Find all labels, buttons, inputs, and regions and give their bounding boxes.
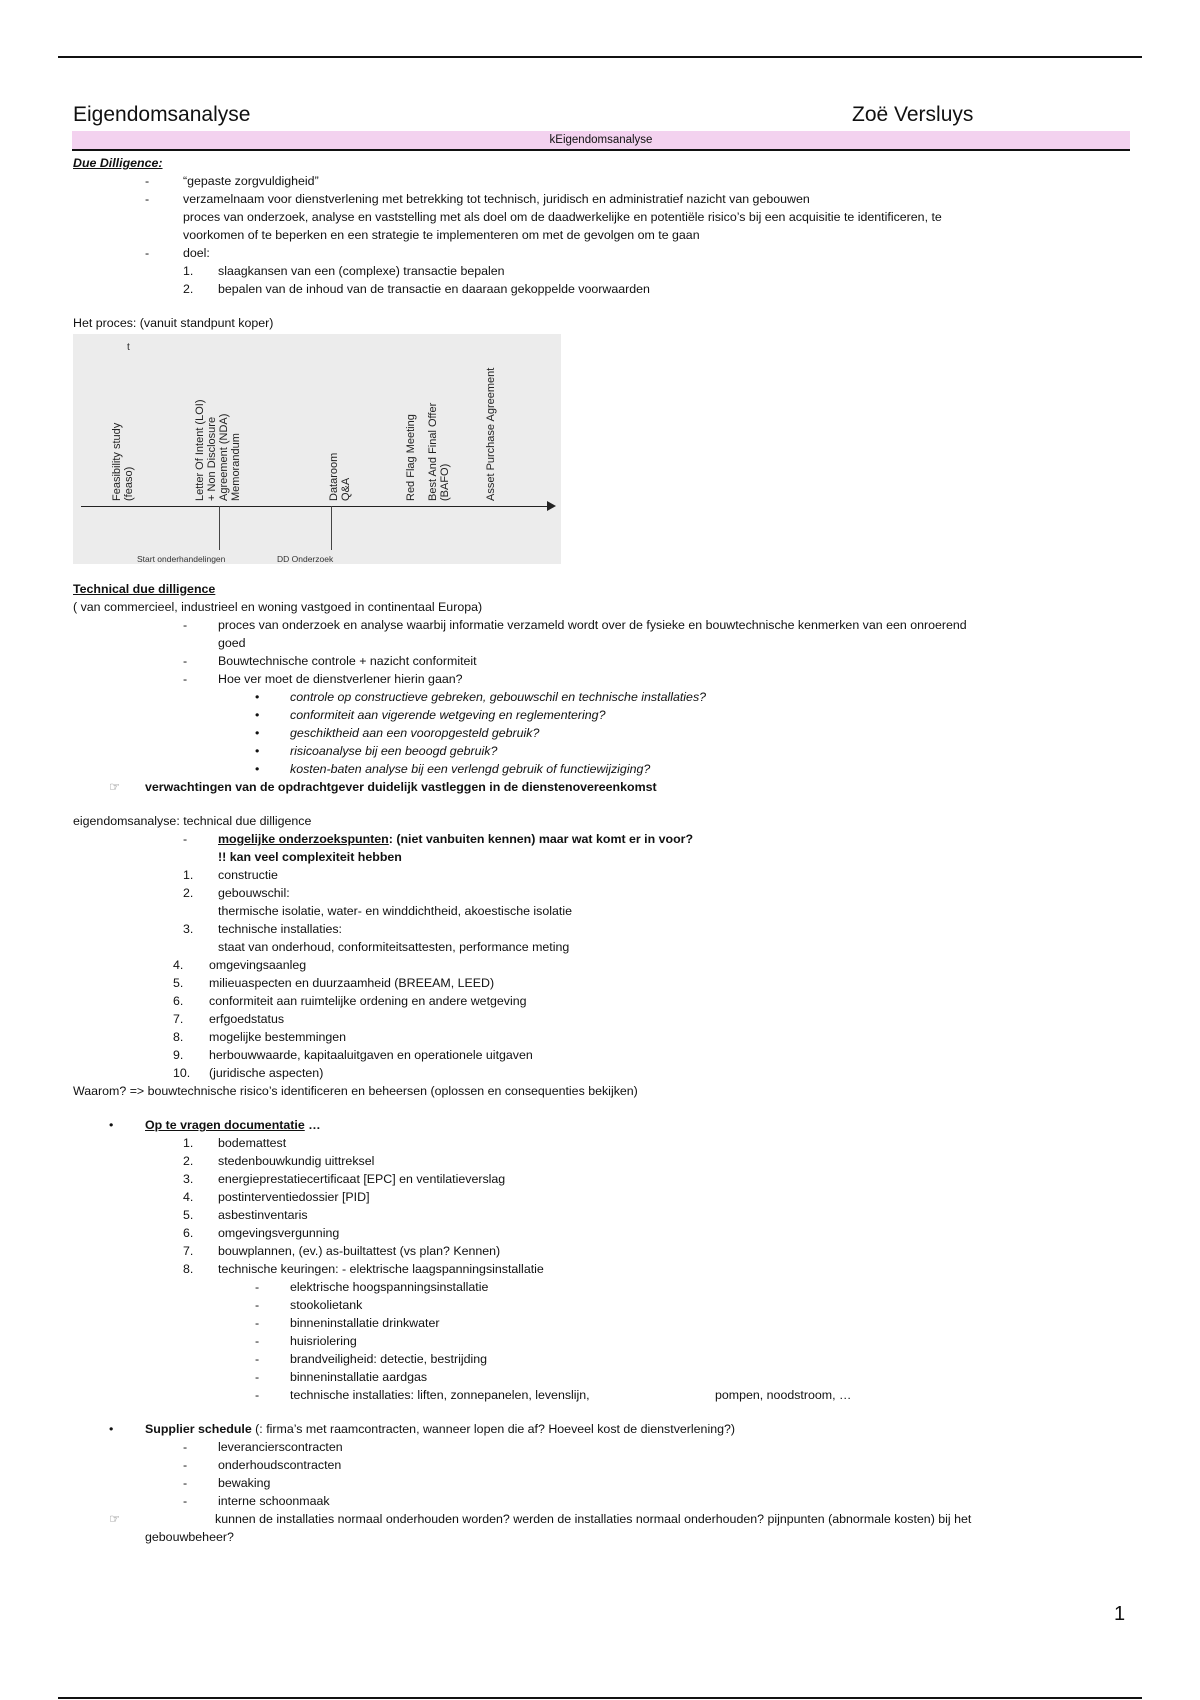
tdd-point: goed bbox=[218, 636, 246, 650]
supplier-heading: Supplier schedule bbox=[145, 1422, 252, 1436]
tdd-point: Hoe ver moet de dienstverlener hierin gaan? bbox=[218, 672, 463, 686]
ea-heading-underlined: mogelijke onderzoekspunten bbox=[218, 832, 389, 846]
tdd-note: verwachtingen van de opdrachtgever duidelijk vastleggen in de dienstenovereenkomst bbox=[145, 780, 657, 794]
ea-heading-rest: : (niet vanbuiten kennen) maar wat komt er in voor? bbox=[388, 832, 694, 846]
doc-item: bodemattest bbox=[218, 1136, 287, 1150]
document-title: Eigendomsanalyse bbox=[73, 103, 251, 126]
doc-subitem: elektrische hoogspanningsinstallatie bbox=[290, 1280, 489, 1294]
process-label: Het proces: (vanuit standpunt koper) bbox=[73, 316, 274, 330]
ea-item: gebouwschil: bbox=[218, 886, 290, 900]
doc-item: asbestinventaris bbox=[218, 1208, 308, 1222]
quote-text: “gepaste zorgvuldigheid” bbox=[183, 174, 319, 188]
ea-warning: !! kan veel complexiteit hebben bbox=[218, 850, 402, 864]
timeline-tick bbox=[331, 506, 332, 550]
doc-heading: Op te vragen documentatie bbox=[145, 1118, 305, 1132]
supplier-item: interne schoonmaak bbox=[218, 1494, 330, 1508]
ea-item-detail: thermische isolatie, water- en winddichtheid, akoestische isolatie bbox=[218, 904, 572, 918]
bottom-rule bbox=[58, 1697, 1142, 1699]
definition-line-3: voorkomen of te beperken en een strategie te implementeren om met de gevolgen om te gaan bbox=[183, 228, 700, 242]
phase-label: Feasibility study (feaso) bbox=[111, 422, 135, 501]
doc-item: technische keuringen: - elektrische laagspanningsinstallatie bbox=[218, 1262, 544, 1276]
ea-item-detail: staat van onderhoud, conformiteitsattesten, performance meting bbox=[218, 940, 570, 954]
supplier-item: bewaking bbox=[218, 1476, 271, 1490]
goal-label: doel: bbox=[183, 246, 210, 260]
question-item: risicoanalyse bij een beoogd gebruik? bbox=[290, 744, 498, 758]
top-rule bbox=[58, 56, 1142, 58]
phase-label: Letter Of Intent (LOI) + Non Disclosure Agreement (NDA) Memorandum bbox=[194, 399, 242, 501]
author-name: Zoë Versluys bbox=[852, 103, 974, 126]
ea-why: Waarom? => bouwtechnische risico’s identificeren en beheersen (oplossen en consequenties bekijken) bbox=[73, 1084, 638, 1098]
ea-item: constructie bbox=[218, 868, 278, 882]
timeline-caption: Start onderhandelingen bbox=[137, 554, 226, 564]
timeline-arrow bbox=[547, 501, 556, 511]
definition-line-2: proces van onderzoek, analyse en vaststelling met als doel om de daadwerkelijke en potentiële risico’s bij een acquisitie te identificeren, te bbox=[183, 210, 942, 224]
ea-item: milieuaspecten en duurzaamheid (BREEAM, LEED) bbox=[209, 976, 495, 990]
question-item: conformiteit aan vigerende wetgeving en reglementering? bbox=[290, 708, 606, 722]
doc-subitem: binneninstallatie aardgas bbox=[290, 1370, 428, 1384]
goal-item-1: slaagkansen van een (complexe) transactie bepalen bbox=[218, 264, 505, 278]
process-timeline-figure bbox=[73, 334, 561, 564]
question-item: kosten-baten analyse bij een verlengd gebruik of functiewijziging? bbox=[290, 762, 651, 776]
scope-text: ( van commercieel, industrieel en woning vastgoed in continentaal Europa) bbox=[73, 600, 483, 614]
doc-subitem-tail: pompen, noodstroom, … bbox=[715, 1388, 852, 1402]
header-band: kEigendomsanalyse bbox=[72, 131, 1130, 151]
doc-item: omgevingsvergunning bbox=[218, 1226, 340, 1240]
phase-label: Dataroom Q&A bbox=[328, 452, 352, 501]
supplier-heading-rest: (: firma’s met raamcontracten, wanneer lopen die af? Hoeveel kost de dienstverlening?) bbox=[251, 1422, 735, 1436]
page-number: 1 bbox=[1114, 1603, 1126, 1625]
doc-subitem: binneninstallatie drinkwater bbox=[290, 1316, 440, 1330]
doc-item: stedenbouwkundig uittreksel bbox=[218, 1154, 375, 1168]
question-item: controle op constructieve gebreken, gebouwschil en technische installaties? bbox=[290, 690, 707, 704]
doc-subitem: brandveiligheid: detectie, bestrijding bbox=[290, 1352, 487, 1366]
timeline-tick bbox=[219, 506, 220, 550]
supplier-note-line-1: kunnen de installaties normaal onderhouden worden? werden de installaties normaal onderhouden? pijnpunten (abnormale kosten) bij het bbox=[215, 1512, 972, 1526]
phase-label: Red Flag Meeting bbox=[405, 414, 417, 501]
pointing-hand-icon: ☞ bbox=[109, 780, 121, 794]
tdd-point: Bouwtechnische controle + nazicht conformiteit bbox=[218, 654, 477, 668]
ea-item: herbouwwaarde, kapitaaluitgaven en operationele uitgaven bbox=[209, 1048, 533, 1062]
definition-line-1: verzamelnaam voor dienstverlening met betrekking tot technisch, juridisch en administratief nazicht van gebouwen bbox=[183, 192, 810, 206]
doc-item: postinterventiedossier [PID] bbox=[218, 1190, 370, 1204]
page-content: Due Dilligence: - “gepaste zorgvuldigheid” - verzamelnaam voor dienstverlening met betrekking tot technisch, juridisch en administratief nazicht van gebouwen proces van onderzoek, analyse en vaststelling met als doel om de daadwerkelijke en potentiële risico’s bij een acquisitie te identificeren, te voorkomen of te beperken en een strategie te implementeren om met de gevolgen om te gaan - doel: 1. slaagkansen van een (complexe) transactie bepalen 2. bepalen van de inhoud van de transactie en daaraan gekoppelde voorwaarden Het proces: (vanuit standpunt koper) t Feasibility study (feaso) Letter Of Intent (LOI) + Non Disclosure Agreement (NDA) Memorandum Dataroom Q&A Red Flag Meeting Best And Final Offer (BAFO) Asset Purchase Agreement Start onderhandelingen DD Onderzoek Technical due dilligence ( van commercieel, industrieel en woning vastgoed in continentaal Europa) - proces van onderzoek en analyse waarbij informatie verzameld wordt over de fysieke en bouwtechnische kenmerken van een onroerend goed - Bouwtechnische controle + nazicht conformiteit - Hoe ver moet de dienstverlener hierin gaan? • controle op constructieve gebreken, gebouwschil en technische installaties? • conformiteit aan vigerende wetgeving en reglementering? • geschiktheid aan een vooropgesteld gebruik? • risicoanalyse bij een beoogd gebruik? • kosten-baten analyse bij een verlengd gebruik of functiewijziging? ☞ verwachtingen van de opdrachtgever duidelijk vastleggen in de dienstenovereenkomst eigendomsanalyse: technical due dilligence - mogelijke onderzoekspunten: (niet vanbuiten kennen) maar wat komt er in voor? !! kan veel complexiteit hebben 1. constructie 2. gebouwschil: thermische isolatie, water- en winddichtheid, akoestische isolatie 3. technische installaties: staat van onderhoud, conformiteitsattesten, performance meting 4. omgevingsaanleg 5. milieuaspecten en duurzaamheid (BREEAM, LEED) 6. conformiteit aan ruimtelijke ordening en andere wetgeving 7. erfgoedstatus 8. mogelijke bestemmingen 9. herbouwwaarde, kapitaaluitgaven en operationele uitgaven 10. (juridische aspecten) Waarom? => bouwtechnische risico’s identificeren en beheersen (oplossen en consequenties bekijken) • Op te vragen documentatie … 1. bodemattest 2. stedenbouwkundig uittreksel 3. energieprestatiecertificaat [EPC] en ventilatieverslag 4. postinterventiedossier [PID] 5. asbestinventaris 6. omgevingsvergunning 7. bouwplannen, (ev.) as-builtattest (vs plan? Kennen) 8. technische keuringen: - elektrische laagspanningsinstallatie - elektrische hoogspanningsinstallatie - stookolietank - binneninstallatie drinkwater - huisriolering - brandveiligheid: detectie, bestrijding - binneninstallatie aardgas - technische installaties: liften, zonnepanelen, levenslijn, pompen, noodstroom, … • Supplier schedule (: firma’s met raamcontracten, wanneer lopen die af? Hoeveel kost de dienstverlening?) - leverancierscontracten - onderhoudscontracten - bewaking - interne schoonmaak ☞ kunnen de installaties normaal onderhouden worden? werden de installaties normaal onderhouden? pijnpunten (abnormale kosten) bij het gebouwbeheer? bbox=[73, 156, 972, 1544]
supplier-note-line-2: gebouwbeheer? bbox=[145, 1530, 234, 1544]
axis-t-label: t bbox=[127, 342, 130, 353]
doc-item: energieprestatiecertificaat [EPC] en ventilatieverslag bbox=[218, 1172, 506, 1186]
timeline-axis bbox=[81, 506, 553, 507]
section-heading-due-diligence: Due Dilligence: bbox=[73, 156, 163, 170]
section-heading-technical: Technical due dilligence bbox=[73, 582, 216, 596]
doc-subitem: technische installaties: liften, zonnepanelen, levenslijn, bbox=[290, 1388, 590, 1402]
doc-subitem: stookolietank bbox=[290, 1298, 363, 1312]
ea-item: (juridische aspecten) bbox=[209, 1066, 324, 1080]
phase-label: Asset Purchase Agreement bbox=[485, 367, 497, 501]
supplier-item: onderhoudscontracten bbox=[218, 1458, 342, 1472]
doc-item: bouwplannen, (ev.) as-builtattest (vs plan? Kennen) bbox=[218, 1244, 501, 1258]
doc-subitem: huisriolering bbox=[290, 1334, 357, 1348]
phase-label: Best And Final Offer (BAFO) bbox=[427, 402, 451, 501]
ea-item: omgevingsaanleg bbox=[209, 958, 307, 972]
ea-item: conformiteit aan ruimtelijke ordening en andere wetgeving bbox=[209, 994, 527, 1008]
timeline-caption: DD Onderzoek bbox=[277, 554, 334, 564]
supplier-item: leverancierscontracten bbox=[218, 1440, 343, 1454]
goal-item-2: bepalen van de inhoud van de transactie en daaraan gekoppelde voorwaarden bbox=[218, 282, 650, 296]
tdd-point: proces van onderzoek en analyse waarbij informatie verzameld wordt over de fysieke en bouwtechnische kenmerken van een onroerend bbox=[218, 618, 967, 632]
question-item: geschiktheid aan een vooropgesteld gebruik? bbox=[290, 726, 540, 740]
ea-item: erfgoedstatus bbox=[209, 1012, 285, 1026]
doc-heading-tail: … bbox=[304, 1118, 321, 1132]
ea-item: mogelijke bestemmingen bbox=[209, 1030, 347, 1044]
ea-item: technische installaties: bbox=[218, 922, 342, 936]
ea-intro: eigendomsanalyse: technical due dilligence bbox=[73, 814, 312, 828]
pointing-hand-icon: ☞ bbox=[109, 1512, 121, 1526]
